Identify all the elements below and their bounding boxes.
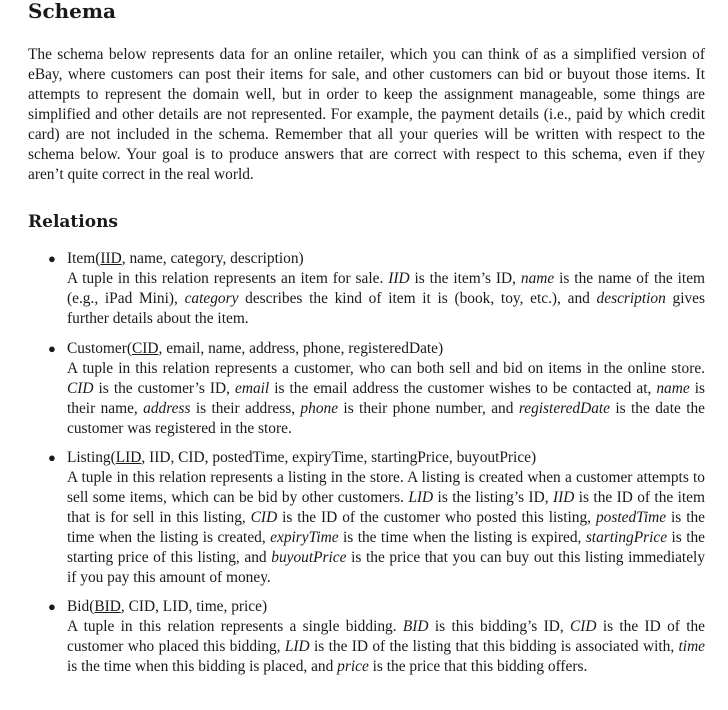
description-text: is the starting price of this listing, and <box>67 529 705 566</box>
attribute-ref: IID <box>388 270 410 287</box>
relation-attributes: email, name, address, phone, registeredDate <box>166 340 439 357</box>
relation-name: Bid <box>67 598 90 615</box>
bullet-icon: ● <box>48 251 56 266</box>
relation-name: Item <box>67 250 96 267</box>
attribute-ref: category <box>184 290 239 307</box>
relation-signature: Listing(LID, IID, CID, postedTime, expiryTime, startingPrice, buyoutPrice) <box>67 449 537 466</box>
relation-attributes: CID, LID, time, price <box>128 598 262 615</box>
description-text: is the time when the listing is created, <box>67 509 705 546</box>
description-text: is the item’s ID, <box>409 270 521 287</box>
description-text: is the ID of the customer who placed this bidding, <box>67 618 705 655</box>
description-text: is the customer’s ID, <box>93 380 236 397</box>
attribute-ref: email <box>235 380 270 397</box>
relation-name: Customer <box>67 340 127 357</box>
primary-key: CID <box>132 340 159 357</box>
description-text: is this bidding’s ID, <box>428 618 570 635</box>
attribute-ref: startingPrice <box>585 529 668 546</box>
attribute-ref: LID <box>408 489 434 506</box>
intro-paragraph: The schema below represents data for an online retailer, which you can think of as a simplified version of eBay, where customers can post their items for sale, and other customers can bid or buyout those items. It attempts to represent the domain well, but in order to keep the assignment manageable, some things are simplified and other details are not represented. For example, the payment details (i.e., paid by which credit card) are not included in the schema. Remember that all your queries will be written with respect to the schema below. Your goal is to produce answers that are correct with respect to this schema, even if they aren’t quite correct in the real world. <box>28 46 705 183</box>
relation-name: Listing <box>67 449 111 466</box>
attribute-ref: name <box>520 270 555 287</box>
attribute-ref: postedTime <box>595 509 667 526</box>
attribute-ref: IID <box>553 489 575 506</box>
relation-signature: Item(IID, name, category, description) <box>67 250 304 267</box>
attribute-ref: BID <box>402 618 429 635</box>
relations-heading: Relations <box>28 212 118 232</box>
attribute-ref: CID <box>67 380 94 397</box>
attribute-ref: registeredDate <box>518 400 611 417</box>
description-text: describes the kind of item it is (book, toy, etc.), and <box>238 290 597 307</box>
attribute-ref: phone <box>300 400 339 417</box>
bullet-icon: ● <box>48 599 56 614</box>
description-text: A tuple in this relation represents a listing in the store. A listing is created when a customer attempts to sell some items, which can be bid by other customers. <box>67 469 705 506</box>
primary-key: IID <box>100 250 122 267</box>
description-text: is the ID of the customer who posted this listing, <box>277 509 596 526</box>
description-text: is the listing’s ID, <box>433 489 553 506</box>
bullet-icon: ● <box>48 341 56 356</box>
description-text: A tuple in this relation represents a customer, who can both sell and bid on items in the online store. <box>67 360 705 377</box>
description-text: is the email address the customer wishes to be contacted at, <box>269 380 657 397</box>
primary-key: LID <box>115 449 142 466</box>
attribute-ref: description <box>596 290 666 307</box>
attribute-ref: LID <box>284 638 310 655</box>
description-text: is the time when the listing is expired, <box>338 529 586 546</box>
attribute-ref: address <box>143 400 191 417</box>
attribute-ref: name <box>656 380 690 397</box>
description-text: gives further details about the item. <box>67 290 706 327</box>
description-text: is their phone number, and <box>338 400 519 417</box>
relation-signature: Customer(CID, email, name, address, phone, registeredDate) <box>67 340 444 357</box>
relation-description <box>67 269 705 329</box>
relation-attributes: IID, CID, postedTime, expiryTime, startingPrice, buyoutPrice <box>149 449 531 466</box>
bullet-icon: ● <box>48 450 56 465</box>
description-text: is the name of the item (e.g., iPad Mini), <box>67 270 705 307</box>
primary-key: BID <box>94 598 121 615</box>
section-title: Schema <box>28 0 117 23</box>
description-text: is their address, <box>190 400 301 417</box>
attribute-ref: price <box>337 658 369 675</box>
description-text: is the time when this bidding is placed, and <box>67 658 338 675</box>
attribute-ref: expiryTime <box>270 529 339 546</box>
description-text: is the price that this bidding offers. <box>368 658 588 675</box>
description-text: is the ID of the listing that this bidding is associated with, <box>309 638 679 655</box>
attribute-ref: buyoutPrice <box>271 549 347 566</box>
relation-description <box>67 359 705 439</box>
description-text: is the date the customer was registered in the store. <box>67 400 705 437</box>
relation-signature: Bid(BID, CID, LID, time, price) <box>67 598 268 615</box>
description-text: is the price that you can buy out this listing immediately if you pay this amount of money. <box>67 549 706 586</box>
relation-description <box>67 468 705 588</box>
description-text: A tuple in this relation represents a single bidding. <box>67 618 403 635</box>
attribute-ref: CID <box>570 618 597 635</box>
description-text: is their name, <box>67 380 705 417</box>
relation-description <box>67 617 705 677</box>
relation-attributes: name, category, description <box>129 250 299 267</box>
attribute-ref: CID <box>250 509 278 526</box>
description-text: is the ID of the item that is for sell in this listing, <box>67 489 705 526</box>
description-text: A tuple in this relation represents an item for sale. <box>67 270 389 287</box>
attribute-ref: time <box>678 638 706 655</box>
